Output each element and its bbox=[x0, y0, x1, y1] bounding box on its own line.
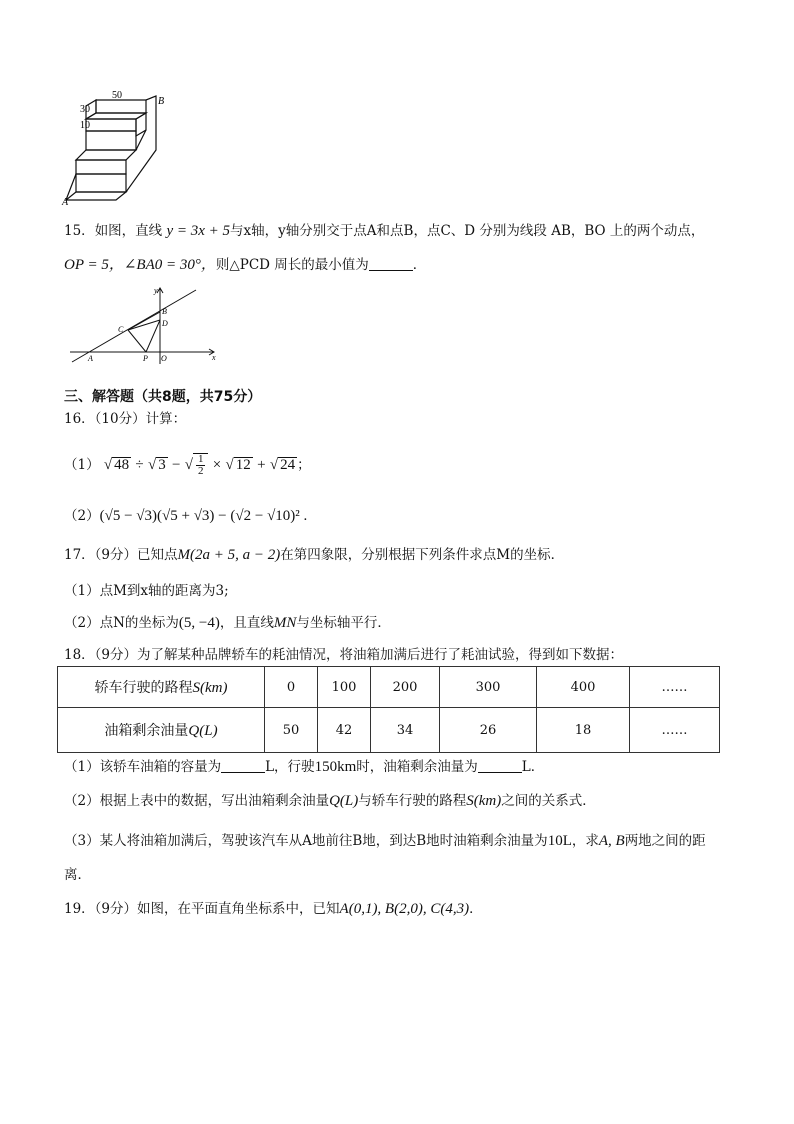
q15-op: OP = 5，∠BA0 = 30°， bbox=[64, 257, 216, 273]
q15-number: 15． bbox=[64, 223, 95, 239]
q16-p1-label: （1） bbox=[64, 457, 100, 473]
staircase-figure bbox=[58, 88, 168, 206]
q16-p2-expr: (√5 − √3)(√5 + √3) − (√2 − √10)² . bbox=[99, 508, 308, 524]
q19-text-b: ． bbox=[469, 901, 483, 917]
q15-fig-c: C bbox=[118, 325, 124, 334]
table-cell: 200 bbox=[371, 667, 440, 708]
table-cell: 26 bbox=[440, 708, 537, 753]
q18-s: S(km) bbox=[466, 793, 502, 809]
table-cell: 300 bbox=[440, 667, 537, 708]
q15-fig-d: D bbox=[162, 319, 168, 328]
q15-line2 bbox=[64, 256, 426, 274]
q15-fig-b: B bbox=[162, 307, 167, 316]
q15-coordinate-figure bbox=[66, 284, 226, 368]
q16-r12: 12 bbox=[235, 457, 251, 473]
q18-p1-c: 时，油箱剩余油量为 bbox=[356, 759, 478, 775]
q18-p3-a: （3）某人将油箱加满后，驾驶该汽车从A地前往B地，到达B地时油箱剩余油量为 bbox=[64, 833, 548, 849]
q18-data-table bbox=[57, 666, 720, 753]
q18-km: 150km bbox=[314, 759, 357, 775]
q18-part1 bbox=[64, 758, 544, 776]
staircase-label-a: A bbox=[62, 197, 69, 206]
q16-r48: 48 bbox=[114, 457, 130, 473]
q16-r3: 3 bbox=[158, 457, 166, 473]
q18-p1-b: L，行驶 bbox=[265, 759, 315, 775]
q18-10l: 10L bbox=[547, 833, 572, 849]
q16-p1-end: ； bbox=[297, 457, 311, 473]
table-row bbox=[58, 708, 720, 753]
table-cell: …… bbox=[630, 667, 720, 708]
q18-title: 18．（9分）为了解某种品牌轿车的耗油情况，将油箱加满后进行了耗油试验，得到如下数据： bbox=[64, 647, 624, 663]
q17-text-b: 在第四象限，分别根据下列条件求点M的坐标． bbox=[280, 547, 565, 563]
staircase-label-30: 30 bbox=[80, 104, 90, 115]
table-cell: 400 bbox=[537, 667, 630, 708]
table-cell: 18 bbox=[537, 708, 630, 753]
q18-p2-c: 之间的关系式． bbox=[501, 793, 596, 809]
table-cell: 50 bbox=[265, 708, 318, 753]
table-head-oil: 油箱剩余油量Q(L) bbox=[58, 708, 265, 753]
q18-q: Q(L) bbox=[329, 793, 359, 809]
q15-answer-blank[interactable] bbox=[369, 256, 413, 271]
q15-line1 bbox=[64, 222, 704, 240]
q17-title bbox=[64, 546, 564, 564]
q15-fig-y: y bbox=[154, 286, 158, 295]
q18-part2 bbox=[64, 792, 596, 810]
q17-text-a: 17．（9分）已知点 bbox=[64, 547, 178, 563]
q15-end: ． bbox=[412, 257, 427, 273]
q16-times: × bbox=[212, 457, 222, 473]
q16-minus: − bbox=[171, 457, 181, 473]
q15-fig-p: P bbox=[143, 354, 148, 363]
q15-text-b: 与x轴，y轴分别交于点A和点B，点C、D 分别为线段 AB，BO 上的两个动点， bbox=[230, 223, 705, 239]
q18-p2-b: 与轿车行驶的路程 bbox=[358, 793, 467, 809]
staircase-label-b: B bbox=[158, 96, 165, 107]
q16-div: ÷ bbox=[135, 457, 144, 473]
q18-part3-cont: 离． bbox=[64, 867, 91, 883]
staircase-label-50: 50 bbox=[112, 90, 122, 101]
section-heading: 三、解答题（共8题，共75分） bbox=[64, 389, 262, 405]
staircase-label-10: 10 bbox=[80, 120, 90, 131]
q17-part2 bbox=[64, 614, 391, 632]
table-cell: 100 bbox=[318, 667, 371, 708]
q18-p1-a: （1）该轿车油箱的容量为 bbox=[64, 759, 222, 775]
q16-title: 16．（10分）计算： bbox=[64, 411, 187, 427]
q15-fig-o: O bbox=[161, 354, 167, 363]
q16-plus: + bbox=[257, 457, 266, 473]
q18-part3 bbox=[64, 832, 706, 850]
q19-text-a: 19．（9分）如图，在平面直角坐标系中，已知 bbox=[64, 901, 340, 917]
q17-point-m: M(2a + 5, a − 2) bbox=[177, 547, 281, 563]
q16-r24: 24 bbox=[280, 457, 296, 473]
q18-p3-c: 两地之间的距 bbox=[624, 833, 706, 849]
q16-p2-label: （2） bbox=[64, 508, 100, 524]
q17-part1: （1）点M到x轴的距离为3; bbox=[64, 583, 229, 599]
q17-point-n: (5, −4) bbox=[178, 615, 220, 631]
q18-ab: A, B bbox=[598, 833, 625, 849]
q15-text-a: 如图，直线 bbox=[94, 223, 163, 239]
table-cell: …… bbox=[630, 708, 720, 753]
q19-text bbox=[64, 900, 483, 918]
q16-part1: （1） √ 48 ÷ √ 3 − √ $\frac{1}{2}$ × √ 12 + √ 24 ； bbox=[64, 453, 311, 478]
q15-fig-x: x bbox=[212, 353, 216, 362]
q17-p2-c: 与坐标轴平行． bbox=[296, 615, 391, 631]
q17-p2-b: ，且直线 bbox=[219, 615, 274, 631]
q19-points: A(0,1), B(2,0), C(4,3) bbox=[339, 901, 470, 917]
table-row bbox=[58, 667, 720, 708]
q16-frac-num: 1 bbox=[197, 453, 204, 466]
q15-text-c: 则△PCD 周长的最小值为 bbox=[215, 257, 369, 273]
q16-part2 bbox=[64, 507, 307, 525]
q15-equation: y = 3x + 5 bbox=[166, 223, 231, 239]
table-cell: 0 bbox=[265, 667, 318, 708]
q18-capacity-blank[interactable] bbox=[221, 758, 265, 773]
q18-p1-d: L． bbox=[521, 759, 545, 775]
q17-p2-a: （2）点N的坐标为 bbox=[64, 615, 179, 631]
q18-p3-b: ，求 bbox=[571, 833, 599, 849]
q16-frac-den: 2 bbox=[197, 465, 204, 478]
table-head-distance: 轿车行驶的路程S(km) bbox=[58, 667, 265, 708]
q17-mn: MN bbox=[273, 615, 297, 631]
q18-remaining-blank[interactable] bbox=[478, 758, 522, 773]
q18-p2-a: （2）根据上表中的数据，写出油箱剩余油量 bbox=[64, 793, 330, 809]
q15-fig-a: A bbox=[88, 354, 93, 363]
table-cell: 42 bbox=[318, 708, 371, 753]
table-cell: 34 bbox=[371, 708, 440, 753]
